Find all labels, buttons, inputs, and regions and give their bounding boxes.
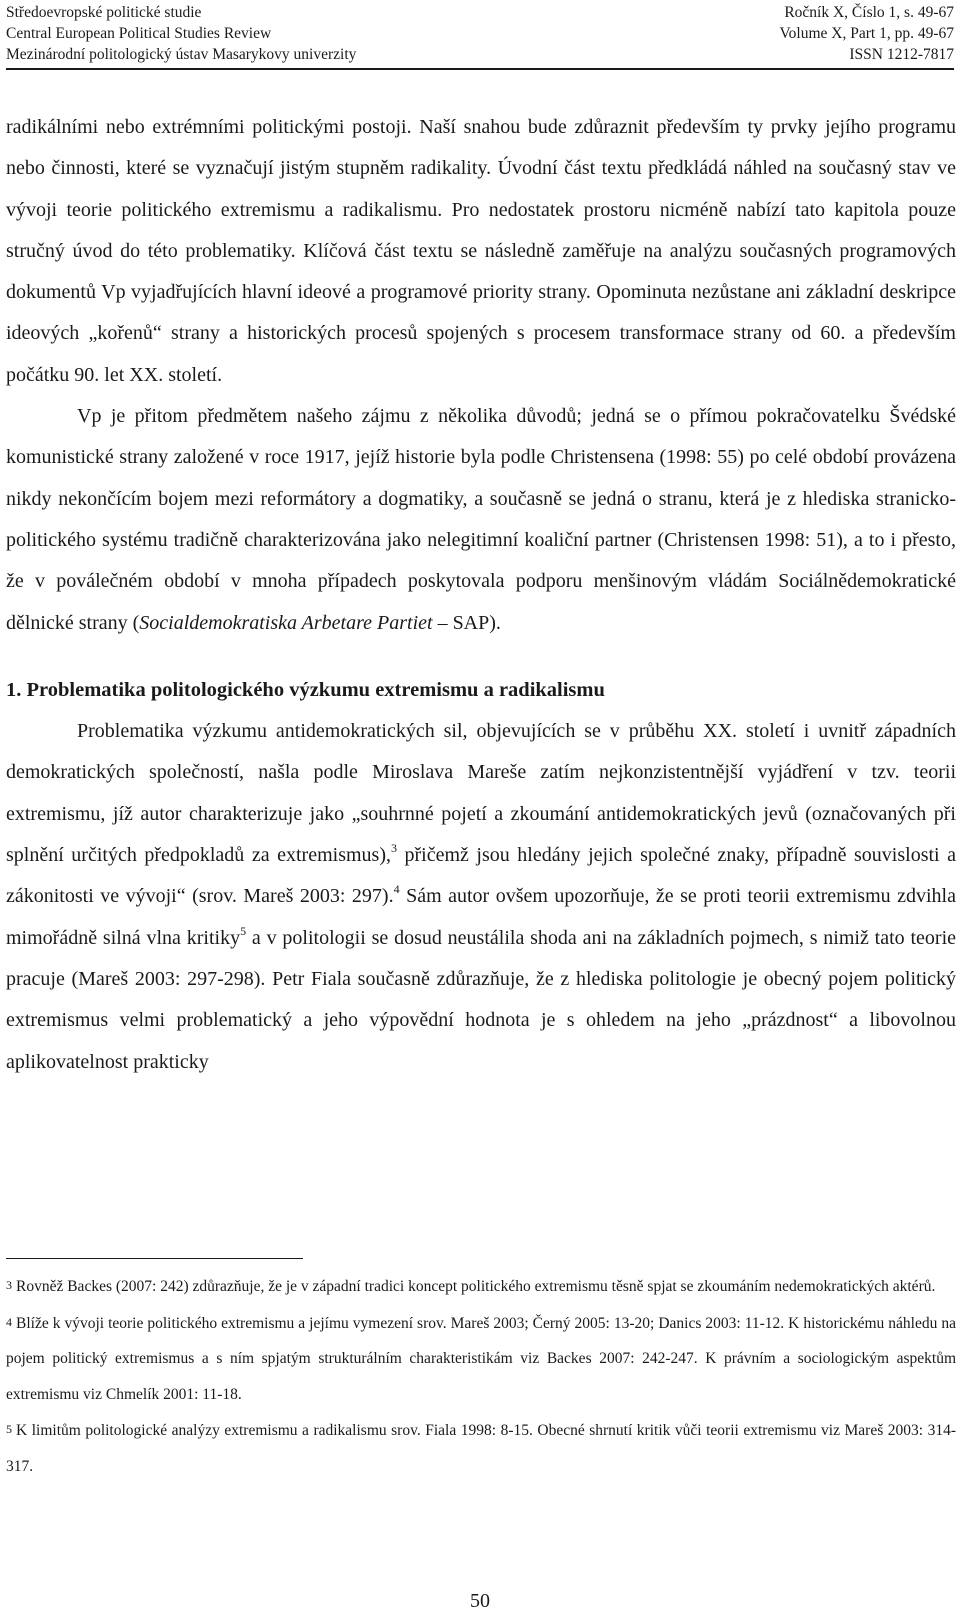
volume-info-en: Volume X, Part 1, pp. 49-67 [779, 25, 954, 42]
volume-info-cz: Ročník X, Číslo 1, s. 49-67 [784, 4, 954, 21]
footnote-number: 4 [6, 1314, 12, 1329]
footnote-4 [6, 1305, 956, 1413]
footnote-text: Rovněž Backes (2007: 242) zdůrazňuje, že je v západní tradici koncept politického extremismu těsně spjat se zkoumáním nedemokratických aktérů. [16, 1278, 936, 1295]
paragraph-2-end: – SAP). [432, 611, 501, 634]
body-text [6, 107, 956, 1083]
footnote-number: 3 [6, 1278, 12, 1292]
footnote-ref-5[interactable]: 5 [240, 923, 247, 938]
paragraph-2 [6, 396, 956, 644]
footnote-5 [6, 1412, 956, 1484]
footnote-number: 5 [6, 1422, 12, 1436]
journal-title-cz: Středoevropské politické studie [6, 4, 202, 21]
running-header [6, 2, 954, 65]
page-number: 50 [470, 1590, 490, 1612]
paragraph-3-part-a: Problematika výzkumu antidemokratických sil, objevujících se v průběhu XX. století i uvnitř západních demokratických společností, našla podle Miroslava Mareše zatím nejkonzistentnější vyjádření v tzv. teorii extremismu, jíž autor charakterizuje jako „souhrnné pojetí a zkoumání antidemokratických jevů (označovaných při splnění určitých předpokladů za extremismus), [6, 720, 956, 867]
header-row-1 [6, 2, 954, 23]
paragraph-3 [6, 711, 956, 1083]
header-divider [6, 68, 954, 70]
paragraph-3-part-b: přičemž jsou hledány jejich společné znaky, případně souvislosti a zákonitosti ve vývoji“ (srov. Mareš 2003: 297). [6, 844, 956, 908]
footnotes [6, 1268, 956, 1484]
publisher: Mezinárodní politologický ústav Masarykovy univerzity [6, 46, 357, 63]
footnote-text: Blíže k vývoji teorie politického extremismu a jejímu vymezení srov. Mareš 2003; Černý 2005: 13-20; Danics 2003: 11-12. K historickému náhledu na pojem politický extremismus a s ním spjatým strukturálním charakteristikám viz Backes 2007: 242-247. K právním a sociologickým aspektům extremismu viz Chmelík 2001: 11-18. [6, 1314, 956, 1403]
section-heading: 1. Problematika politologického výzkumu extremismu a radikalismu [6, 678, 605, 701]
paragraph-1: radikálními nebo extrémními politickými postoji. Naší snahou bude zdůraznit především ty prvky jejího programu nebo činnosti, které se vyznačují jistým stupněm radikality. Úvodní část textu předkládá náhled na současný stav ve vývoji teorie politického extremismu a radikalismu. Pro nedostatek prostoru nicméně nabízí tato kapitola pouze stručný úvod do této problematiky. Klíčová část textu se následně zaměřuje na analýzu současných programových dokumentů Vp vyjadřujících hlavní ideové a programové priority strany. Opominuta nezůstane ani základní deskripce ideových „kořenů“ strany a historických procesů spojených s procesem transformace strany od 60. a především počátku 90. let XX. století. [6, 116, 956, 386]
footnote-divider [6, 1258, 303, 1259]
paragraph-3-part-c: Sám autor ovšem upozorňuje, že se proti teorii extremismu zdvihla mimořádně silná vlna kritiky [6, 885, 956, 949]
paragraph-2-text: Vp je přitom předmětem našeho zájmu z několika důvodů; jedná se o přímou pokračovatelku Švédské komunistické strany založené v roce 1917, jejíž historie byla podle Christensena (1998: 55) po celé období provázena nikdy nekončícím bojem mezi reformátory a dogmatiky, a současně se jedná o stranu, která je z hlediska stranicko-politického systému tradičně charakterizována jako nelegitimní koaliční partner (Christensen 1998: 51), a to i přesto, že v poválečném období v mnoha případech poskytovala podporu menšinovým vládám Sociálnědemokratické dělnické strany ( [6, 405, 956, 634]
header-row-3 [6, 44, 954, 65]
party-name-italic: Socialdemokratiska Arbetare Partiet [139, 611, 433, 634]
footnote-text: K limitům politologické analýzy extremismu a radikalismu srov. Fiala 1998: 8-15. Obecné shrnutí kritik vůči teorii extremismu viz Mareš 2003: 314-317. [6, 1422, 956, 1475]
footnote-ref-3[interactable]: 3 [390, 841, 397, 856]
journal-title-en: Central European Political Studies Review [6, 25, 272, 42]
footnote-3 [6, 1268, 956, 1305]
footnote-ref-4[interactable]: 4 [393, 882, 400, 897]
issn: ISSN 1212-7817 [849, 46, 954, 63]
header-row-2 [6, 23, 954, 44]
paragraph-3-part-d: a v politologii se dosud neustálila shoda ani na základních pojmech, s nimiž tato teorie pracuje (Mareš 2003: 297-298). Petr Fiala současně zdůrazňuje, že z hlediska politologie je obecný pojem politický extremismus velmi problematický a jeho výpovědní hodnota je s ohledem na jeho „prázdnost“ a libovolnou aplikovatelnost prakticky [6, 926, 957, 1073]
